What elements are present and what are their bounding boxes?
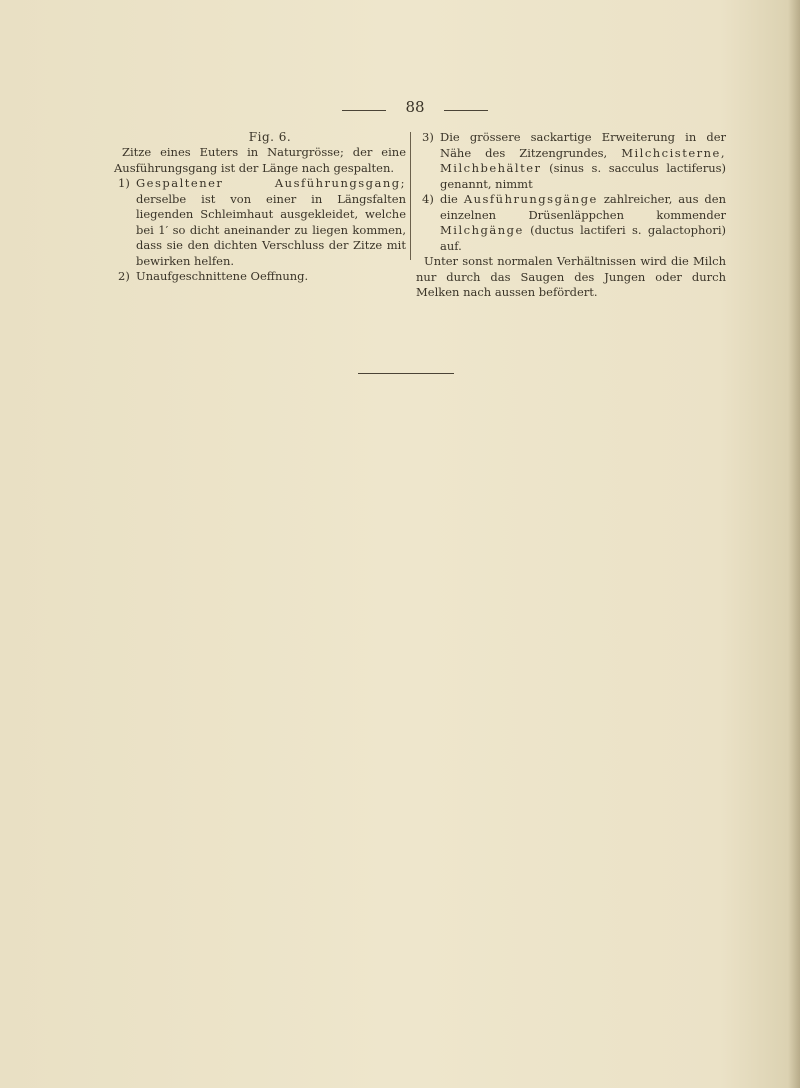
- header-rule-right: [444, 110, 488, 111]
- list-item: [114, 176, 406, 269]
- column-divider: [410, 132, 411, 260]
- item-number: 1): [118, 176, 130, 190]
- item-text: die: [440, 192, 464, 206]
- page-header: [0, 98, 800, 122]
- right-column: [416, 130, 726, 301]
- item-text: derselbe ist von einer in Längsfalten liegenden Schleimhaut ausgekleidet, welche bei 1′ so dicht aneinander zu liegen kommen, dass sie den dichten Verschluss der Zitze mit bewirken helfen.: [136, 191, 406, 268]
- list-item: [416, 130, 726, 192]
- page-edge-shadow: [788, 0, 800, 1088]
- item-text: (sinus s. sacculus lactiferus) genannt, nimmt: [440, 161, 726, 191]
- item-term: Gespaltener Ausführungsgang;: [136, 176, 406, 190]
- item-text: Unaufgeschnittene Oeffnung.: [136, 269, 309, 283]
- item-term: Milchgänge: [440, 223, 524, 237]
- left-column: [114, 130, 406, 285]
- closing-paragraph: Unter sonst normalen Verhältnissen wird die Milch nur durch das Saugen des Jungen oder durch Melken nach aussen befördert.: [416, 254, 726, 299]
- header-rule-left: [342, 110, 386, 111]
- item-number: 4): [422, 192, 434, 206]
- item-text: (ductus lactiferi s. galactophori) auf.: [440, 223, 726, 253]
- list-item: [416, 192, 726, 254]
- item-number: 3): [422, 130, 434, 144]
- item-term: Ausführungsgänge: [463, 192, 598, 206]
- figure-caption: Fig. 6.: [248, 130, 292, 144]
- item-term: Milchcisterne, Milchbehälter: [440, 145, 726, 175]
- list-item: [114, 269, 406, 285]
- figure-intro: Zitze eines Euters in Naturgrösse; der eine Ausführungsgang ist der Länge nach gespalten.: [114, 145, 406, 175]
- item-text: zahlreicher, aus den einzelnen Drüsenläppchen kommender: [440, 192, 726, 222]
- item-text: Die grössere sackartige Erweiterung in der Nähe des Zitzengrundes,: [440, 130, 726, 160]
- section-rule: [358, 373, 454, 374]
- item-number: 2): [118, 269, 130, 283]
- page-number: 88: [405, 98, 425, 116]
